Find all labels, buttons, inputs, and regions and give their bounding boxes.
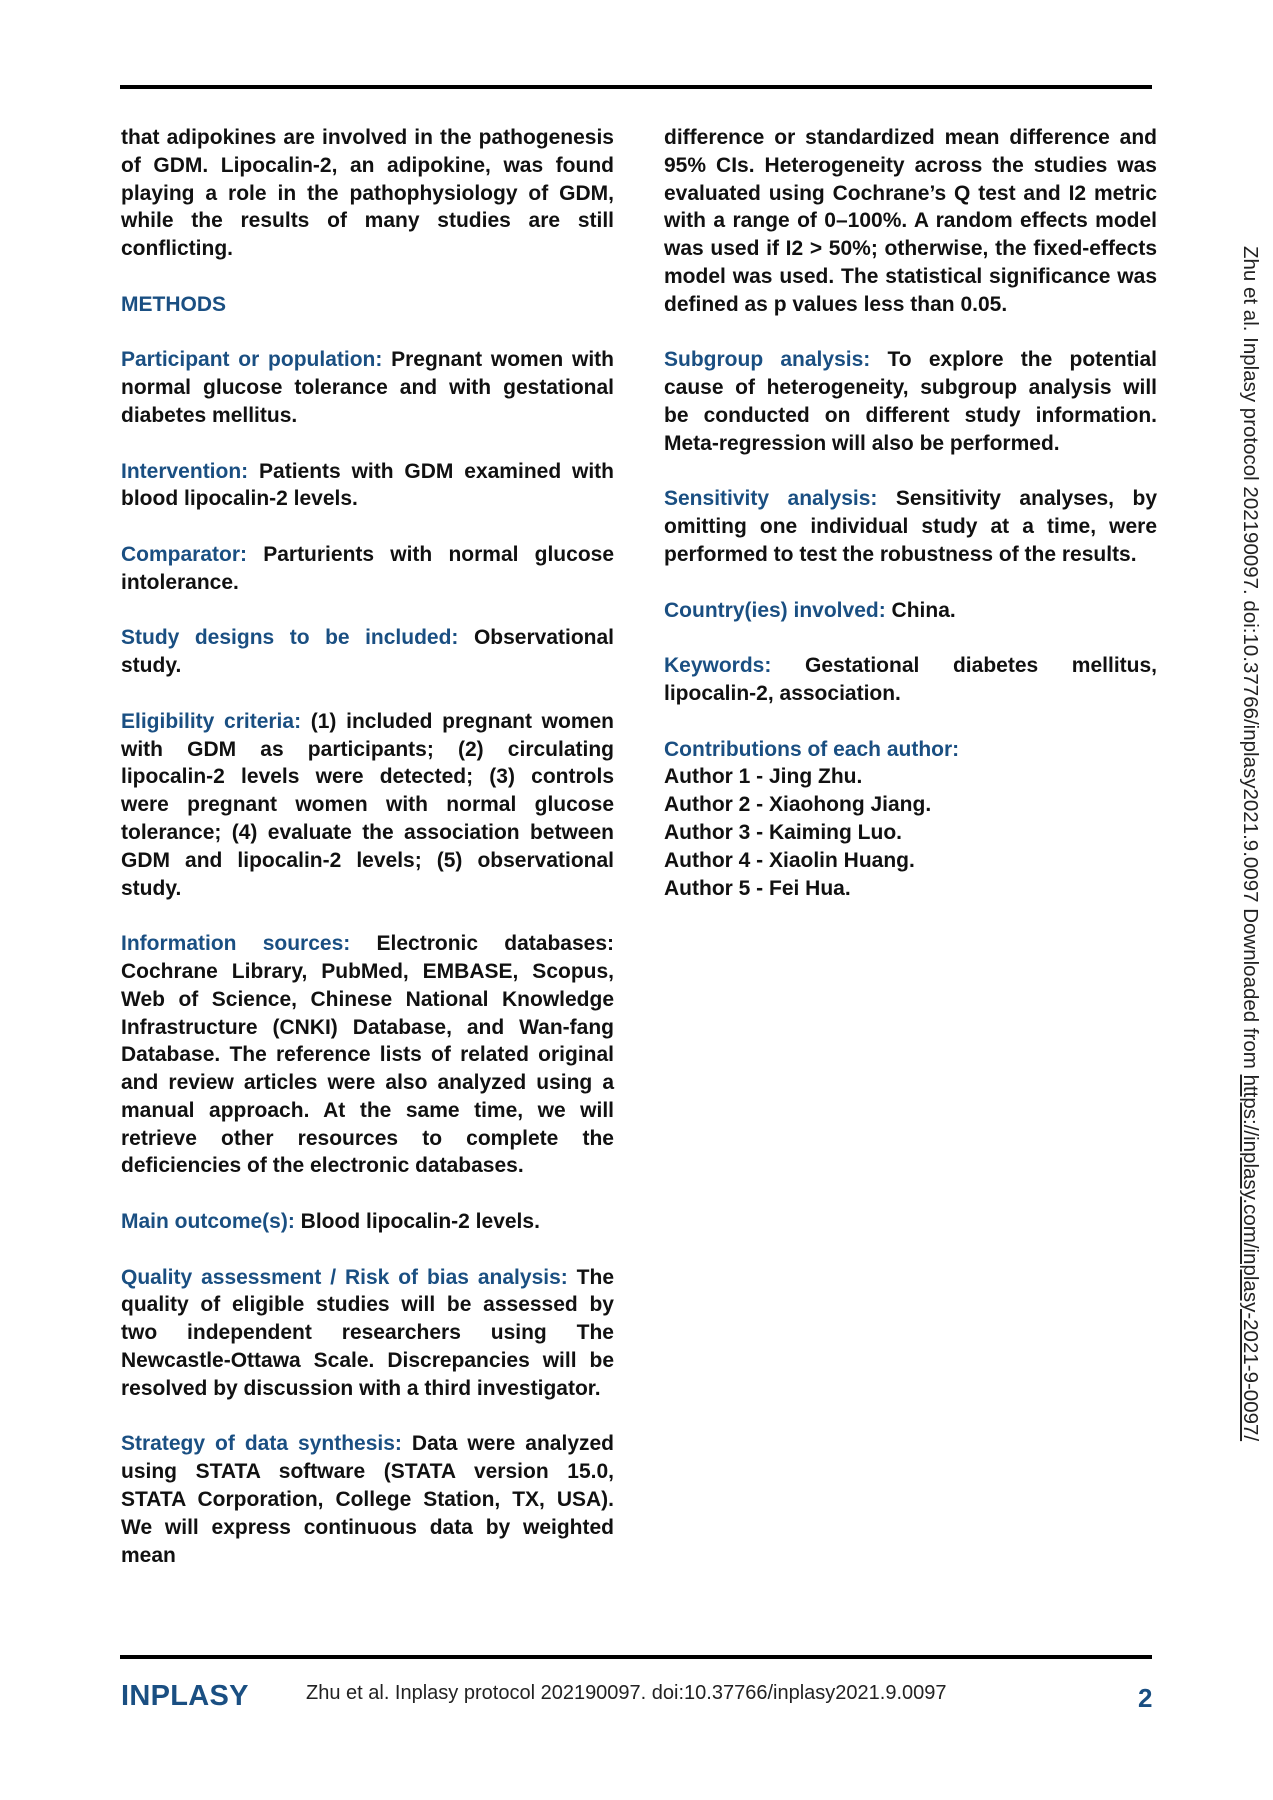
header-rule bbox=[120, 85, 1152, 89]
section-label: Main outcome(s): bbox=[121, 1210, 295, 1234]
section-sensitivity bbox=[664, 485, 1157, 568]
section-label: Subgroup analysis: bbox=[664, 348, 871, 372]
section-label: Eligibility criteria: bbox=[121, 709, 302, 733]
section-label: Intervention: bbox=[121, 459, 249, 483]
contributions-label: Contributions of each author: bbox=[664, 737, 960, 761]
author-item: Author 2 - Xiaohong Jiang. bbox=[664, 793, 932, 817]
section-label: Information sources: bbox=[121, 932, 351, 956]
section-label: Keywords: bbox=[664, 654, 772, 678]
section-label: Quality assessment / Risk of bias analysis: bbox=[121, 1265, 568, 1289]
side-note-text bbox=[1238, 246, 1262, 1441]
section-text: Parturients with normal glucose intolerance. bbox=[121, 542, 614, 594]
section-information-sources bbox=[121, 930, 614, 1180]
section-intervention bbox=[121, 458, 614, 514]
section-label: Comparator: bbox=[121, 542, 248, 566]
side-note-link[interactable]: https://inplasy.com/inplasy-2021-9-0097/ bbox=[1239, 1074, 1262, 1442]
section-label: Country(ies) involved: bbox=[664, 598, 886, 622]
section-text: The quality of eligible studies will be assessed by two independent researchers using The Newcastle-Ottawa Scale. Discrepancies will be resolved by discussion with a third investigator. bbox=[121, 1265, 615, 1400]
author-item: Author 4 - Xiaolin Huang. bbox=[664, 848, 915, 872]
footer-brand-logo: INPLASY bbox=[121, 1680, 249, 1712]
section-comparator bbox=[121, 541, 614, 597]
page-number: 2 bbox=[1138, 1683, 1153, 1713]
section-text: Sensitivity analyses, by omitting one individual study at a time, were performed to test the robustness of the results. bbox=[664, 487, 1158, 566]
section-text: Blood lipocalin-2 levels. bbox=[294, 1210, 540, 1234]
left-column bbox=[121, 124, 614, 1597]
author-item: Author 1 - Jing Zhu. bbox=[664, 765, 863, 789]
section-text: (1) included pregnant women with GDM as participants; (2) circulating lipocalin-2 levels were detected; (3) controls were pregnant women with normal glucose tolerance; (4) evaluate the association between GDM and lipocalin-2 levels; (5) observational study. bbox=[121, 709, 614, 900]
section-eligibility bbox=[121, 708, 614, 903]
section-text: Gestational diabetes mellitus, lipocalin-2, association. bbox=[664, 654, 1157, 705]
section-main-outcomes bbox=[121, 1208, 614, 1236]
section-text: China. bbox=[885, 598, 956, 622]
methods-heading: METHODS bbox=[121, 292, 226, 316]
section-data-synthesis bbox=[121, 1430, 614, 1569]
section-label: Strategy of data synthesis: bbox=[121, 1432, 402, 1456]
section-text: Patients with GDM examined with blood lipocalin-2 levels. bbox=[121, 459, 614, 511]
section-text: Observational study. bbox=[121, 626, 615, 678]
section-subgroup bbox=[664, 346, 1157, 457]
section-text: Data were analyzed using STATA software (STATA version 15.0, STATA Corporation, College Station, TX, USA). We will express continuous data by weighted mean bbox=[121, 1432, 614, 1567]
section-countries bbox=[664, 597, 1157, 625]
section-participants bbox=[121, 346, 614, 429]
section-study-designs bbox=[121, 624, 614, 680]
section-text: Electronic databases: Cochrane Library, PubMed, EMBASE, Scopus, Web of Science, Chinese National Knowledge Infrastructure (CNKI) Database, and Wan-fang Database. The reference lists of related original and review articles were also analyzed using a manual approach. At the same time, we will retrieve other resources to complete the deficiencies of the electronic databases. bbox=[121, 932, 614, 1178]
section-quality-assessment bbox=[121, 1264, 614, 1403]
footer-citation: Zhu et al. Inplasy protocol 202190097. doi:10.37766/inplasy2021.9.0097 bbox=[306, 1682, 947, 1704]
author-item: Author 5 - Fei Hua. bbox=[664, 876, 851, 900]
intro-paragraph: that adipokines are involved in the pathogenesis of GDM. Lipocalin-2, an adipokine, was found playing a role in the pathophysiology of GDM, while the results of many studies are still conflicting. bbox=[121, 126, 614, 261]
author-item: Author 3 - Kaiming Luo. bbox=[664, 820, 902, 844]
synthesis-continuation: difference or standardized mean difference and 95% CIs. Heterogeneity across the studies was evaluated using Cochrane’s Q test and I2 metric with a range of 0–100%. A random effects model was used if I2 > 50%; otherwise, the fixed-effects model was used. The statistical significance was defined as p values less than 0.05. bbox=[664, 126, 1157, 316]
side-download-note bbox=[1238, 246, 1262, 1646]
right-column bbox=[664, 124, 1157, 902]
side-note-citation: Zhu et al. Inplasy protocol 202190097. doi:10.37766/inplasy2021.9.0097 Downloaded from bbox=[1239, 246, 1262, 1075]
section-label: Participant or population: bbox=[121, 348, 383, 372]
section-text: Pregnant women with normal glucose tolerance and with gestational diabetes mellitus. bbox=[121, 348, 614, 427]
section-keywords bbox=[664, 652, 1157, 708]
section-label: Sensitivity analysis: bbox=[664, 487, 878, 511]
footer-rule bbox=[120, 1655, 1152, 1659]
section-label: Study designs to be included: bbox=[121, 626, 459, 650]
section-text: To explore the potential cause of heterogeneity, subgroup analysis will be conducted on different study information. Meta-regression will also be performed. bbox=[664, 348, 1157, 455]
